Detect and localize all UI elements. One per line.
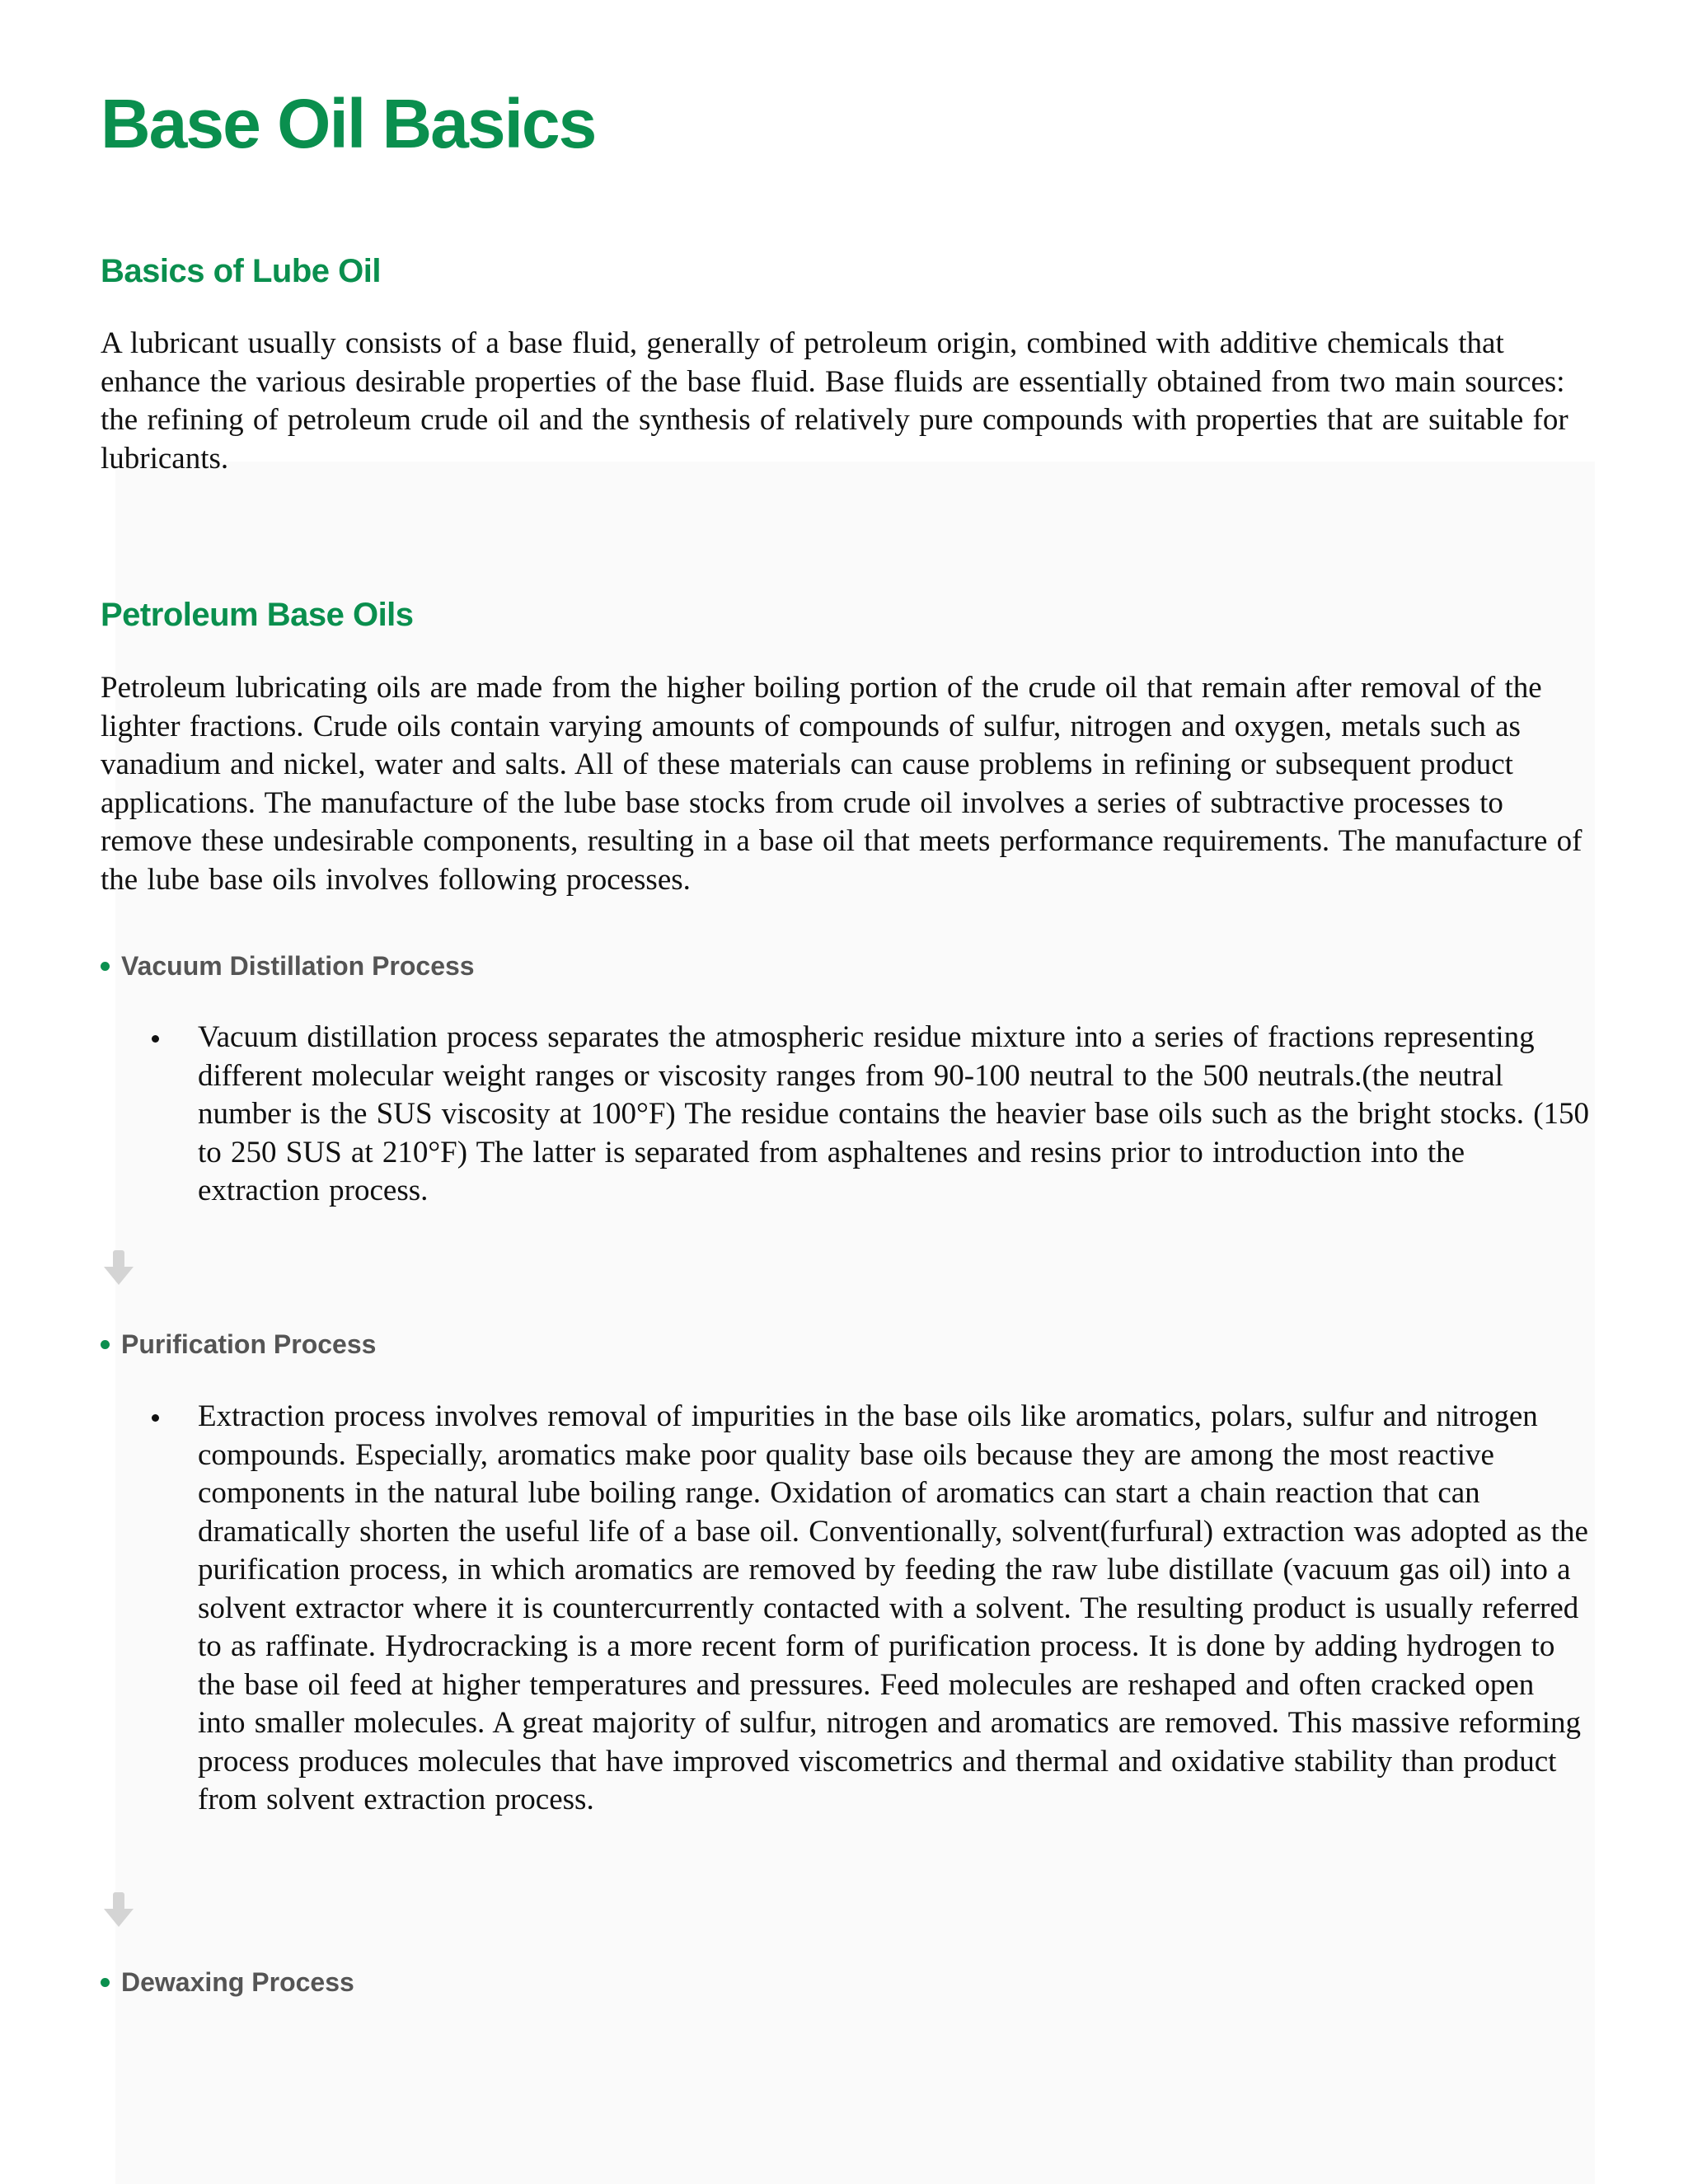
process-heading-dewaxing	[101, 1966, 354, 1998]
bullet-dot-icon	[152, 1414, 159, 1422]
green-bullet-icon	[101, 1340, 110, 1349]
process-heading-vacuum-distillation	[101, 950, 475, 982]
green-bullet-icon	[101, 962, 110, 971]
process-heading-label: Dewaxing Process	[121, 1967, 354, 1997]
arrow-down-icon	[104, 1892, 134, 1929]
list-item-purification	[198, 1398, 1591, 1820]
process-heading-purification	[101, 1329, 376, 1360]
paragraph-basics-of-lube-oil: A lubricant usually consists of a base fluid, generally of petroleum origin, combined with additive chemicals that enhance the various desirable properties of the base fluid. Base fluids are essentially obtained from two main sources: the refining of petroleum crude oil and the synthesis of relatively pure compounds with properties that are suitable for lubricants.	[101, 326, 1568, 476]
list-item-text: Vacuum distillation process separates the atmospheric residue mixture into a series of fractions representing different molecular weight ranges or viscosity ranges from 90-100 neutral to the 500 neutrals.(the neutral number is the SUS viscosity at 100°F) The residue contains the heavier base oils such as the bright stocks. (150 to 250 SUS at 210°F) The latter is separated from asphaltenes and resins prior to introduction into the extraction process.	[198, 1020, 1590, 1207]
process-heading-label: Purification Process	[121, 1329, 377, 1359]
paragraph-petroleum-base-oils: Petroleum lubricating oils are made from the higher boiling portion of the crude oil that remain after removal of the lighter fractions. Crude oils contain varying amounts of compounds of sulfur, nitrogen and oxygen, metals such as vanadium and nickel, water and salts. All of these materials can cause problems in refining or subsequent product applications. The manufacture of the lube base stocks from crude oil involves a series of subtractive processes to remove these undesirable components, resulting in a base oil that meets performance requirements. The manufacture of the lube base oils involves following processes.	[101, 671, 1582, 897]
green-bullet-icon	[101, 1978, 110, 1987]
list-item-vacuum-distillation	[198, 1019, 1591, 1211]
section-heading-basics-of-lube-oil: Basics of Lube Oil	[101, 253, 381, 289]
list-item-text: Extraction process involves removal of impurities in the base oils like aromatics, polars, sulfur and nitrogen compounds. Especially, aromatics make poor quality base oils because they are among the most reactive components in the natural lube boiling range. Oxidation of aromatics can start a chain reaction that can dramatically shorten the useful life of a base oil. Conventionally, solvent(furfural) extraction was adopted as the purification process, in which aromatics are removed by feeding the raw lube distillate (vacuum gas oil) into a solvent extractor where it is countercurrently contacted with a solvent. The resulting product is usually referred to as raffinate. Hydrocracking is a more recent form of purification process. It is done by adding hydrogen to the base oil feed at higher temperatures and pressures. Feed molecules are reshaped and often cracked open into smaller molecules. A great majority of sulfur, nitrogen and aromatics are removed. This massive reforming process produces molecules that have improved viscometrics and thermal and oxidative stability than product from solvent extraction process.	[198, 1399, 1588, 1816]
process-heading-label: Vacuum Distillation Process	[121, 951, 475, 981]
bullet-dot-icon	[152, 1035, 159, 1043]
page-title: Base Oil Basics	[101, 85, 596, 162]
arrow-down-icon	[104, 1250, 134, 1286]
section-heading-petroleum-base-oils: Petroleum Base Oils	[101, 597, 414, 633]
